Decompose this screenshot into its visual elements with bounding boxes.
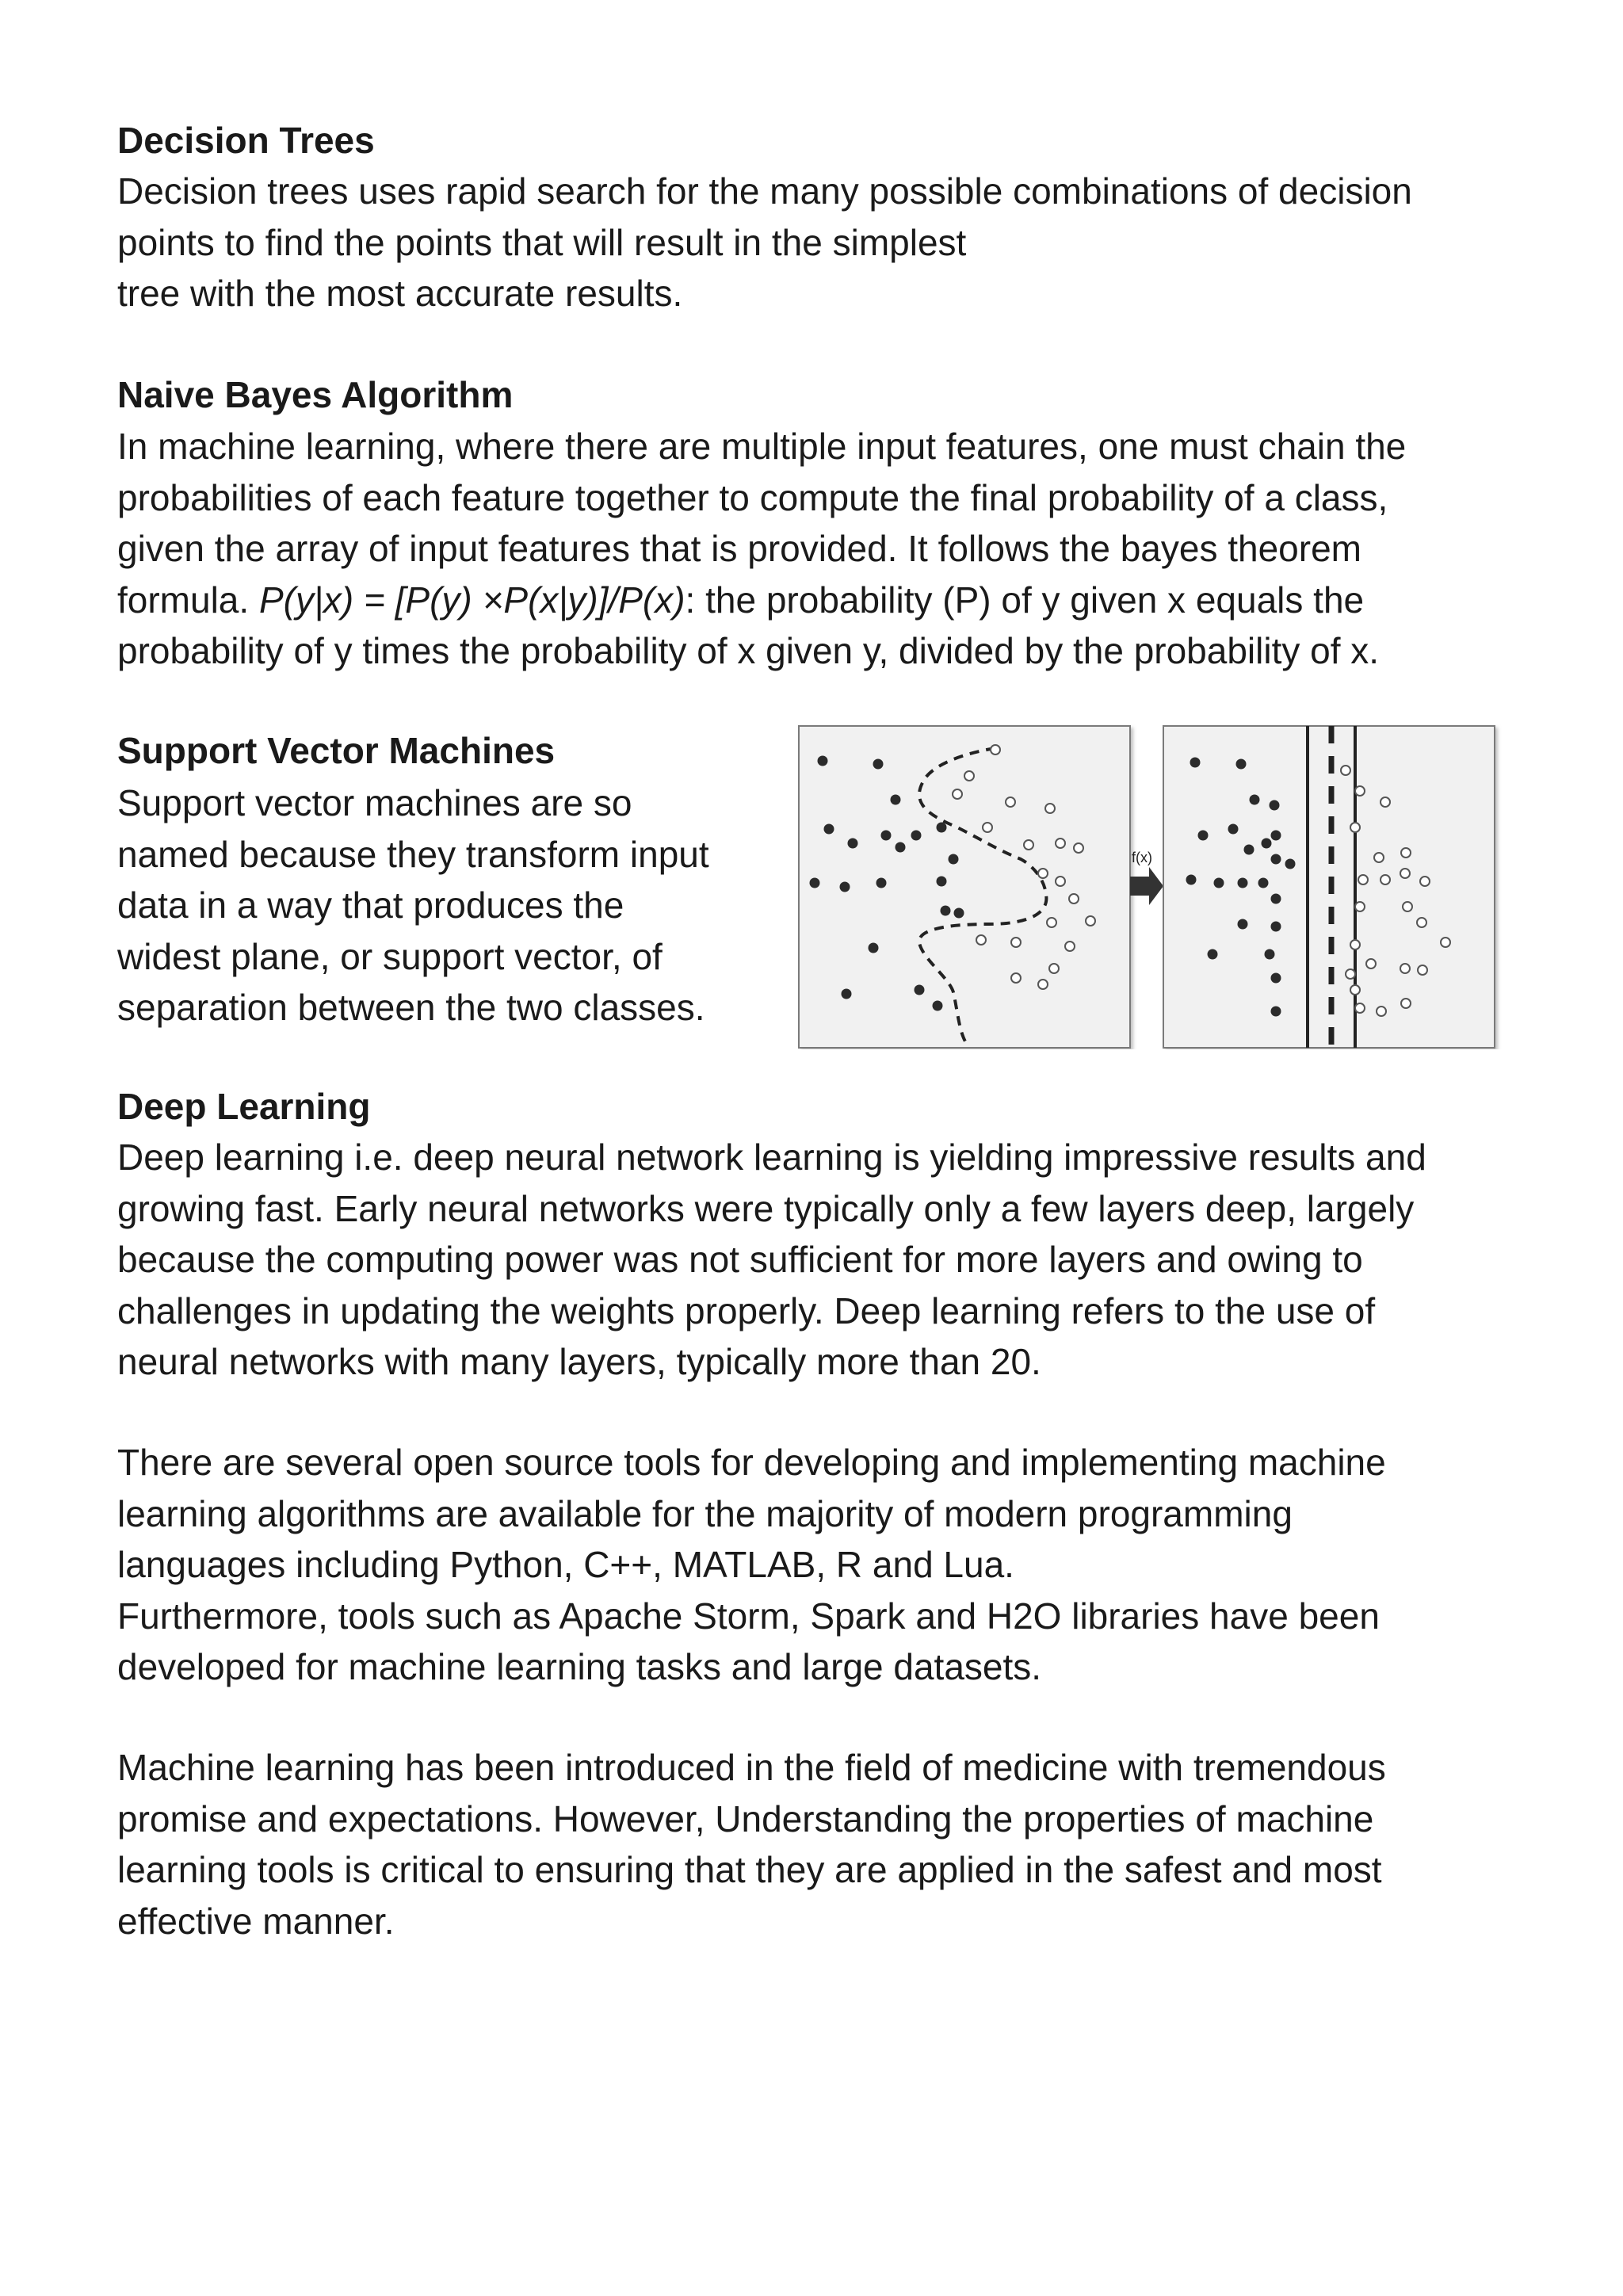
class-b-point [1381, 875, 1390, 884]
class-a-point [1258, 878, 1269, 888]
class-a-point [937, 823, 947, 833]
text-line: Decision trees uses rapid search for the many possible combinations of decision [117, 170, 1412, 212]
heading-decision-trees: Decision Trees [117, 120, 375, 161]
class-a-point [1271, 854, 1281, 865]
class-a-point [881, 831, 892, 841]
formula-suffix: : the probability (P) of y given x equals the [685, 579, 1365, 621]
paragraph-svm [117, 777, 709, 1033]
text-line: data in a way that produces the [117, 884, 624, 926]
class-a-point [1244, 845, 1254, 855]
text-line: languages including Python, C++, MATLAB, R and Lua. [117, 1544, 1014, 1585]
class-b-point [1401, 848, 1411, 858]
class-a-point [891, 795, 901, 805]
class-a-point [911, 831, 922, 841]
text-line: growing fast. Early neural networks were typically only a few layers deep, largely [117, 1187, 1415, 1229]
class-a-point [941, 906, 951, 916]
heading-deep-learning: Deep Learning [117, 1086, 371, 1127]
arrow-icon [1130, 867, 1163, 905]
paragraph-naive-bayes [117, 421, 1406, 677]
class-b-point [1056, 839, 1065, 848]
class-b-point [1400, 869, 1410, 878]
class-a-point [1186, 875, 1197, 885]
class-b-point [976, 935, 986, 945]
paragraph-decision-trees [117, 166, 1412, 319]
class-b-point [1346, 969, 1355, 979]
class-b-point [1441, 938, 1450, 947]
paragraph-tools [117, 1437, 1386, 1693]
text-line: given the array of input features that is provided. It follows the bayes theorem [117, 528, 1361, 569]
class-a-point [933, 1001, 943, 1011]
class-b-point [1038, 980, 1048, 989]
class-a-point [1238, 878, 1248, 888]
text-line: Machine learning has been introduced in the field of medicine with tremendous [117, 1747, 1386, 1788]
text-line: points to find the points that will result in the simplest [117, 221, 967, 263]
class-b-point [1049, 964, 1059, 973]
class-a-point [937, 877, 947, 887]
class-a-point [954, 908, 964, 919]
class-b-point [1350, 940, 1360, 949]
class-b-point [1024, 840, 1033, 850]
text-line: neural networks with many layers, typically more than 20. [117, 1341, 1041, 1382]
text-line: promise and expectations. However, Understanding the properties of machine [117, 1797, 1374, 1839]
class-a-point [1238, 919, 1248, 930]
text-line: probability of y times the probability of x given y, divided by the probability of x. [117, 630, 1380, 671]
svm-transform-figure [791, 716, 1504, 1049]
class-a-point [1236, 759, 1247, 770]
text-line: learning tools is critical to ensuring that they are applied in the safest and most [117, 1849, 1382, 1890]
class-b-point [1355, 902, 1365, 911]
class-b-point [1350, 985, 1360, 995]
text-line: because the computing power was not sufficient for more layers and owing to [117, 1239, 1363, 1280]
class-b-point [1006, 797, 1015, 807]
text-line: Support vector machines are so [117, 782, 632, 823]
class-a-point [1270, 800, 1280, 811]
text-line: In machine learning, where there are multiple input features, one must chain the [117, 426, 1407, 467]
text-line-formula [117, 575, 1406, 626]
class-a-point [842, 989, 852, 999]
transform-arrow [1130, 850, 1163, 905]
class-b-point [1403, 902, 1412, 911]
class-b-point [1074, 843, 1083, 853]
class-b-point [1065, 942, 1075, 951]
class-a-point [1271, 1007, 1281, 1017]
arrow-label-fx: f(x) [1132, 850, 1152, 865]
bayes-formula: P(y|x) = [P(y) ×P(x|y)]/P(x) [258, 579, 685, 621]
text-line: tree with the most accurate results. [117, 273, 683, 314]
text-line: widest plane, or support vector, of [117, 935, 663, 977]
heading-support-vector-machines: Support Vector Machines [117, 730, 556, 771]
class-b-point [1350, 823, 1360, 832]
class-b-point [1045, 804, 1055, 813]
class-b-point [1417, 918, 1426, 927]
class-b-point [983, 823, 992, 832]
class-a-point [1250, 795, 1260, 805]
paragraph-deep-learning [117, 1132, 1426, 1388]
class-a-point [1285, 859, 1296, 869]
class-a-point [1190, 758, 1201, 768]
class-b-point [1358, 875, 1368, 884]
class-b-point [1047, 918, 1056, 927]
class-a-point [876, 878, 887, 888]
class-a-point [1265, 949, 1275, 960]
text-line: challenges in updating the weights properly. Deep learning refers to the use of [117, 1289, 1376, 1331]
class-b-point [1418, 965, 1427, 975]
text-line: There are several open source tools for developing and implementing machine [117, 1442, 1386, 1483]
class-a-point [824, 824, 834, 835]
class-a-point [949, 854, 959, 865]
heading-naive-bayes: Naive Bayes Algorithm [117, 374, 514, 415]
class-a-point [1262, 839, 1272, 849]
text-line: effective manner. [117, 1900, 395, 1942]
class-b-point [1038, 869, 1048, 878]
text-line: Deep learning i.e. deep neural network learning is yielding impressive results and [117, 1137, 1426, 1178]
class-a-point [1271, 894, 1281, 904]
class-a-point [1198, 831, 1209, 841]
class-a-point [896, 842, 906, 853]
class-b-point [964, 771, 974, 781]
class-a-point [1228, 824, 1239, 835]
class-b-point [1011, 938, 1021, 947]
class-b-point [1056, 877, 1065, 886]
class-b-point [1366, 959, 1376, 968]
class-b-point [1011, 973, 1021, 983]
formula-prefix: formula. [117, 579, 259, 621]
class-a-point [915, 985, 925, 995]
paragraph-medicine [117, 1742, 1386, 1946]
text-line: Furthermore, tools such as Apache Storm, Spark and H2O libraries have been [117, 1595, 1380, 1637]
class-b-point [1420, 877, 1430, 886]
text-line: separation between the two classes. [117, 987, 705, 1028]
class-a-point [1271, 973, 1281, 984]
class-b-point [1341, 766, 1350, 775]
text-line: developed for machine learning tasks and large datasets. [117, 1646, 1042, 1687]
class-a-point [1271, 831, 1281, 841]
class-b-point [1086, 916, 1095, 926]
class-b-point [1377, 1007, 1386, 1016]
class-a-point [1271, 922, 1281, 932]
class-a-point [848, 839, 858, 849]
class-a-point [1214, 878, 1224, 888]
class-b-point [1355, 786, 1365, 796]
class-b-point [1381, 797, 1390, 807]
class-a-point [810, 878, 820, 888]
class-b-point [1400, 964, 1410, 973]
class-b-point [1355, 1003, 1365, 1013]
feature-space-panel [1163, 726, 1495, 1048]
class-b-point [1374, 853, 1384, 862]
class-a-point [873, 759, 884, 770]
class-a-point [1208, 949, 1218, 960]
class-a-point [818, 756, 828, 766]
class-b-point [1401, 999, 1411, 1008]
text-line: probabilities of each feature together to compute the final probability of a class, [117, 476, 1388, 518]
class-b-point [991, 745, 1000, 755]
text-line: learning algorithms are available for the majority of modern programming [117, 1492, 1293, 1534]
class-a-point [840, 882, 850, 892]
class-b-point [1069, 894, 1079, 904]
text-line: named because they transform input [117, 833, 709, 875]
class-a-point [869, 943, 879, 953]
class-b-point [953, 789, 962, 799]
